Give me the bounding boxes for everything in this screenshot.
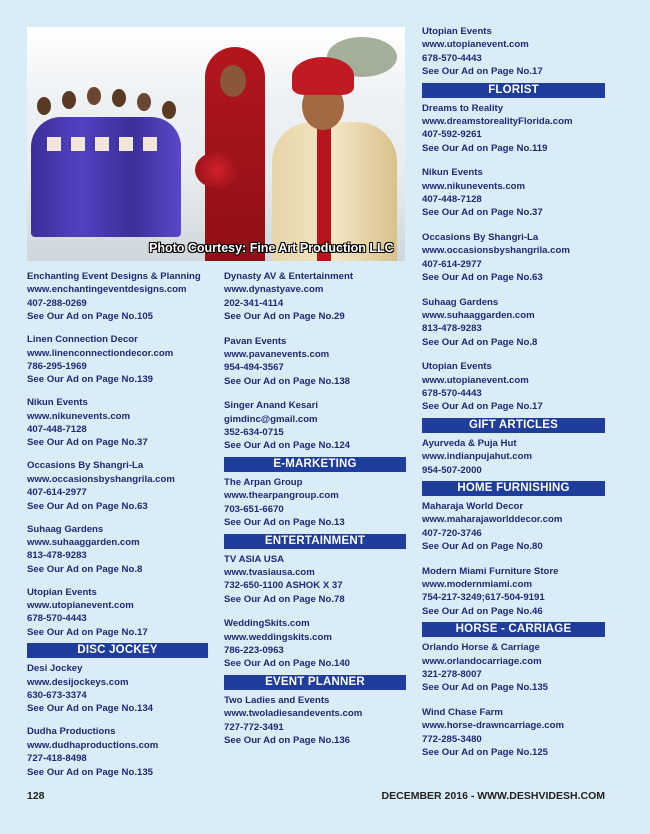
vendor-website[interactable]: www.occasionsbyshangrila.com (422, 245, 570, 257)
ad-reference (422, 65, 605, 78)
groom-figure (262, 52, 402, 261)
ad-reference (224, 516, 406, 529)
directory-entry (224, 399, 406, 453)
vendor-name: Orlando Horse & Carriage (422, 642, 540, 654)
section-header-gift-articles: GIFT ARTICLES (422, 418, 605, 433)
ad-reference (422, 336, 605, 349)
column-1 (27, 270, 208, 779)
section-header-home-furnishing: HOME FURNISHING (422, 481, 605, 496)
section-header-entertainment: ENTERTAINMENT (224, 534, 406, 549)
vendor-website[interactable]: www.utopianevent.com (422, 374, 529, 386)
ad-label: See Our Ad on Page No. (27, 766, 137, 778)
vendor-website[interactable]: www.nikunevents.com (27, 410, 131, 422)
ad-label: See Our Ad on Page No. (224, 440, 334, 452)
directory-entry (422, 360, 605, 414)
vendor-phone: 954-507-2000 (422, 464, 482, 476)
vendor-phone: 678-570-4443 (422, 387, 482, 399)
ad-label: See Our Ad on Page No. (224, 734, 334, 746)
vendor-phone: 727-418-8498 (27, 753, 87, 765)
ad-label: See Our Ad on Page No. (224, 517, 334, 529)
vendor-website[interactable]: www.suhaaggarden.com (27, 536, 140, 548)
vendor-phone: 727-772-3491 (224, 721, 284, 733)
ad-page-number: 119 (532, 142, 548, 154)
vendor-phone: 202-341-4114 (224, 297, 284, 309)
ad-label: See Our Ad on Page No. (422, 66, 532, 78)
vendor-name: Enchanting Event Designs & Planning (27, 271, 201, 282)
ad-page-number: 124 (334, 440, 351, 452)
ad-label: See Our Ad on Page No. (27, 703, 137, 715)
directory-entry (224, 553, 406, 607)
ad-page-number: 8 (137, 563, 143, 575)
vendor-phone: 786-295-1969 (27, 360, 87, 372)
vendor-name: Two Ladies and Events (224, 694, 330, 706)
directory-entry (224, 335, 406, 389)
ad-reference (422, 271, 605, 284)
vendor-website[interactable]: www.maharajaworlddecor.com (422, 514, 563, 526)
ad-page-number: 37 (137, 437, 148, 449)
ad-reference (224, 375, 406, 388)
directory-entry (27, 662, 208, 716)
vendor-name: Utopian Events (27, 586, 97, 598)
directory-entry (422, 565, 605, 619)
ad-page-number: 17 (532, 401, 543, 413)
ad-page-number: 135 (137, 766, 154, 778)
ad-label: See Our Ad on Page No. (422, 142, 532, 154)
vendor-phone: 630-673-3374 (27, 690, 87, 702)
ad-reference (422, 206, 605, 219)
ad-reference (27, 500, 208, 513)
ad-label: See Our Ad on Page No. (422, 541, 532, 553)
vendor-website[interactable]: www.dynastyave.com (224, 284, 324, 296)
vendor-name: The Arpan Group (224, 476, 303, 488)
ad-reference (224, 310, 406, 323)
vendor-phone: 407-614-2977 (27, 487, 87, 499)
ad-label: See Our Ad on Page No. (224, 658, 334, 670)
directory-entry (224, 694, 406, 748)
ad-label: See Our Ad on Page No. (422, 747, 532, 759)
vendor-name: Utopian Events (422, 26, 492, 37)
ad-label: See Our Ad on Page No. (422, 207, 532, 219)
ad-page-number: 140 (334, 658, 351, 670)
ad-page-number: 13 (334, 517, 345, 529)
directory-entry (422, 437, 605, 477)
ad-page-number: 139 (137, 374, 154, 386)
vendor-website[interactable]: www.twoladiesandevents.com (224, 708, 363, 720)
vendor-website[interactable]: www.occasionsbyshangrila.com (27, 473, 175, 485)
ad-page-number: 63 (137, 500, 148, 512)
ad-page-number: 17 (532, 66, 543, 78)
vendor-website[interactable]: gimdinc@gmail.com (224, 413, 318, 425)
vendor-phone: 813-478-9283 (422, 323, 482, 335)
ad-label: See Our Ad on Page No. (422, 272, 532, 284)
ad-label: See Our Ad on Page No. (224, 593, 334, 605)
ad-reference (422, 605, 605, 618)
directory-entry (224, 270, 406, 324)
directory-entry (422, 641, 605, 695)
wedding-photo (27, 27, 405, 261)
ad-page-number: 136 (334, 734, 351, 746)
column-3 (422, 25, 605, 759)
vendor-name: Dudha Productions (27, 726, 116, 738)
ad-page-number: 78 (334, 593, 345, 605)
vendor-phone: 407-448-7128 (27, 424, 87, 436)
directory-entry (422, 25, 605, 79)
vendor-website[interactable]: www.modernmiami.com (422, 579, 532, 590)
vendor-name: Suhaag Gardens (27, 523, 104, 535)
directory-entry (224, 617, 406, 671)
ad-reference (27, 702, 208, 715)
vendor-website[interactable]: www.desijockeys.com (27, 676, 129, 688)
vendor-name: Suhaag Gardens (422, 296, 499, 308)
vendor-website[interactable]: www.pavanevents.com (224, 349, 330, 361)
vendor-phone: 407-720-3746 (422, 527, 482, 539)
vendor-name: Ayurveda & Puja Hut (422, 437, 517, 449)
ad-reference (27, 310, 208, 323)
vendor-phone: 786-223-0963 (224, 644, 284, 656)
vendor-name: Occasions By Shangri-La (27, 460, 144, 472)
section-header-e-marketing: E-MARKETING (224, 457, 406, 472)
ad-page-number: 135 (532, 682, 549, 694)
ad-page-number: 63 (532, 272, 543, 284)
vendor-phone: 954-494-3567 (224, 362, 284, 374)
ad-label: See Our Ad on Page No. (27, 437, 137, 449)
vendor-phone: 352-634-0715 (224, 427, 284, 439)
vendor-website[interactable]: www.tvasiausa.com (224, 566, 315, 578)
vendor-phone: 772-285-3480 (422, 733, 482, 745)
vendor-name: Dreams to Reality (422, 102, 504, 114)
vendor-website[interactable]: www.dudhaproductions.com (27, 739, 159, 751)
directory-entry (27, 396, 208, 450)
ad-label: See Our Ad on Page No. (224, 311, 334, 323)
vendor-website[interactable]: www.enchantingeventdesigns.com (27, 284, 187, 296)
ad-reference (27, 436, 208, 449)
ad-label: See Our Ad on Page No. (224, 375, 334, 387)
vendor-website[interactable]: www.thearpangroup.com (224, 490, 339, 502)
ad-label: See Our Ad on Page No. (422, 605, 532, 617)
ad-page-number: 29 (334, 311, 345, 323)
directory-entry (27, 586, 208, 640)
vendor-phone: 407-448-7128 (422, 194, 482, 206)
section-header-florist: FLORIST (422, 83, 605, 98)
vendor-website[interactable]: www.indianpujahut.com (422, 451, 532, 463)
directory-entry (422, 166, 605, 220)
section-header-event-planner: EVENT PLANNER (224, 675, 406, 690)
vendor-name: Nikun Events (27, 397, 88, 409)
vendor-phone: 321-278-8007 (422, 669, 482, 681)
column-2 (224, 270, 406, 747)
directory-entry (224, 476, 406, 530)
vendor-phone: 732-650-1100 ASHOK X 37 (224, 580, 343, 592)
ad-page-number: 138 (334, 375, 351, 387)
directory-entry (422, 231, 605, 285)
vendor-name: Linen Connection Decor (27, 334, 138, 346)
vendor-website[interactable]: www.orlandocarriage.com (422, 655, 542, 667)
photo-credit: Photo Courtesy: Fine Art Production LLC (149, 241, 394, 255)
ad-reference (422, 400, 605, 413)
directory-entry (27, 725, 208, 779)
directory-entry (27, 523, 208, 577)
ad-label: See Our Ad on Page No. (422, 682, 532, 694)
directory-entry (27, 270, 208, 324)
ad-reference (422, 681, 605, 694)
vendor-phone: 407-288-0269 (27, 297, 87, 309)
directory-entry (422, 296, 605, 350)
vendor-name: Utopian Events (422, 361, 492, 373)
ad-reference (27, 626, 208, 639)
ad-label: See Our Ad on Page No. (422, 336, 532, 348)
section-header-disc-jockey: DISC JOCKEY (27, 643, 208, 658)
ad-page-number: 125 (532, 747, 549, 759)
vendor-name: Singer Anand Kesari (224, 400, 319, 412)
ad-reference (422, 746, 605, 759)
ad-page-number: 46 (532, 605, 543, 617)
vendor-name: Occasions By Shangri-La (422, 231, 539, 243)
vendor-name: TV ASIA USA (224, 553, 285, 565)
vendor-phone: 678-570-4443 (27, 613, 87, 625)
directory-entry (27, 459, 208, 513)
ad-reference (27, 373, 208, 386)
ad-reference (27, 563, 208, 576)
vendor-website[interactable]: www.utopianevent.com (422, 39, 529, 51)
directory-entry (422, 706, 605, 760)
ad-label: See Our Ad on Page No. (27, 374, 137, 386)
ad-reference (224, 657, 406, 670)
ad-reference (224, 593, 406, 606)
vendor-name: Maharaja World Decor (422, 500, 524, 512)
vendor-website[interactable]: www.utopianevent.com (27, 600, 134, 612)
ad-reference (422, 142, 605, 155)
vendor-website[interactable]: www.nikunevents.com (422, 180, 526, 192)
ad-reference (27, 766, 208, 779)
ad-reference (224, 734, 406, 747)
vendor-phone: 407-592-9261 (422, 129, 482, 141)
ad-page-number: 134 (137, 703, 154, 715)
ad-reference (224, 439, 406, 452)
ad-page-number: 8 (532, 336, 538, 348)
issue-footer: DECEMBER 2016 - WWW.DESHVIDESH.COM (381, 790, 605, 802)
vendor-name: Wind Chase Farm (422, 706, 503, 718)
directory-entry (422, 102, 605, 156)
ad-label: See Our Ad on Page No. (27, 500, 137, 512)
vendor-name: Modern Miami Furniture Store (422, 565, 559, 577)
vendor-phone: 407-614-2977 (422, 258, 482, 270)
page-number: 128 (27, 790, 45, 802)
ad-label: See Our Ad on Page No. (422, 401, 532, 413)
vendor-name: WeddingSkits.com (224, 618, 310, 630)
ad-reference (422, 540, 605, 553)
ad-page-number: 80 (532, 541, 543, 553)
directory-entry (27, 333, 208, 387)
vendor-name: Dynasty AV & Entertainment (224, 271, 354, 282)
vendor-name: Pavan Events (224, 335, 287, 347)
vendor-phone: 703-651-6670 (224, 503, 284, 515)
vendor-phone: 678-570-4443 (422, 52, 482, 64)
ad-label: See Our Ad on Page No. (27, 563, 137, 575)
section-header-horse-carriage: HORSE - CARRIAGE (422, 622, 605, 637)
vendor-website[interactable]: www.weddingskits.com (224, 631, 332, 643)
ad-page-number: 37 (532, 207, 543, 219)
vendor-phone: 813-478-9283 (27, 550, 87, 562)
vendor-website[interactable]: www.linenconnectiondecor.com (27, 347, 174, 359)
vendor-website[interactable]: www.dreamstorealityFlorida.com (422, 116, 573, 128)
ad-label: See Our Ad on Page No. (27, 311, 137, 323)
directory-entry (422, 500, 605, 554)
ad-page-number: 17 (137, 626, 148, 638)
vendor-name: Nikun Events (422, 167, 483, 179)
ad-page-number: 105 (137, 311, 154, 323)
ad-label: See Our Ad on Page No. (27, 626, 137, 638)
bridesmaids-group (27, 87, 197, 237)
vendor-website[interactable]: www.suhaaggarden.com (422, 309, 535, 321)
vendor-phone: 754-217-3249;617-504-9191 (422, 592, 545, 604)
vendor-website[interactable]: www.horse-drawncarriage.com (422, 720, 564, 732)
vendor-name: Desi Jockey (27, 663, 83, 675)
